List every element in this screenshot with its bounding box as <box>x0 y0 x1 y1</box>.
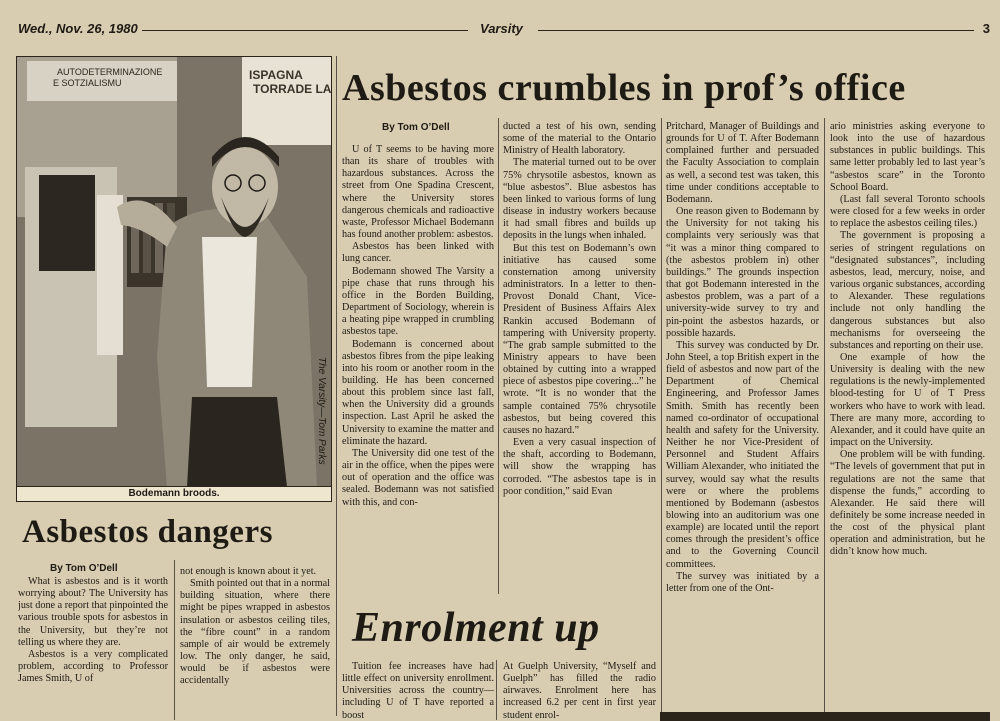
column-rule <box>174 560 175 720</box>
advertisement-edge <box>660 712 990 721</box>
column-rule <box>824 118 825 718</box>
story1-column-2: ducted a test of his own, sending some of the material to the Ontario Ministry of Health laboratory. The material turned out to be over 75% chrysotile asbestos, known as “blue asbestos”. Blue asbestos has been linked to various forms of lung disease in industry workers because it had small fibres and builds up deposits in the lungs when inhaled. But this test on Bodemann’s own initiative has caused some consternation among university administrators. In a letter to then-Provost Donald Chant, Vice-President of Business Affairs Alex Rankin accused Bodemann of tampering with University property. “The grab sample submitted to the Ministry appears to have been obtained by cutting into a wrapped piece of asbestos pipe covering...” he wrote. “It is no wonder that the sample contained 75% chrysotile asbestos, but being covered this causes no hazard.” Even a very casual inspection of the shaft, according to Bodemann, will show the wrapping has corroded. “The asbestos tape is in poor condition,” said Evan <box>503 121 656 497</box>
story2-byline: By Tom O’Dell <box>50 563 118 574</box>
issue-date: Wed., Nov. 26, 1980 <box>18 21 138 36</box>
story2-column-1: What is asbestos and is it worth worrying about? The University has just done a report that pinpointed the various trouble spots for asbestos in the University, but they’re not telling us where they are. Asbestos is a very complicated problem, according to Professor James Smith, U of <box>18 576 168 685</box>
story1-column-1: U of T seems to be having more than its share of troubles with hazardous substances. Across the street from One Spadina Crescent, where the University stores dangerous chemicals and radioactive waste, Professor Michael Bodemann has found another problem: asbestos. Asbestos has been linked with lung cancer. Bodemann showed The Varsity a pipe chase that runs through his office in the Borden Building, Department of Sociology, wherein is a heating pipe wrapped in crumbling asbestos tape. Bodemann is concerned about asbestos fibres from the pipe leaking into his room or another room in the building. He has been concerned about this problem since last fall, when the University did a grounds inspection. Last April he asked the University to examine the matter and eliminate the hazard. The University did one test of the air in the office, when the pipes were out of operation and the office was sealed. Bodemann was not satisfied with this, and con- <box>342 144 494 508</box>
story3-column-2: At Guelph University, “Myself and Guelph” has filled the radio airwaves. Enrolment here has increased 6.2 per cent in first year student enrol- <box>503 661 656 721</box>
man-face <box>212 147 278 227</box>
man-shirt <box>202 237 257 387</box>
sidebar-headline: Asbestos dangers <box>22 514 273 550</box>
man-trousers <box>187 397 287 487</box>
story1-byline: By Tom O’Dell <box>382 122 450 133</box>
photo-caption: Bodemann broods. <box>17 486 331 501</box>
story2-column-2: not enough is known about it yet. Smith pointed out that in a normal building situation, where there might be pipes wrapped in asbestos insulation or asbestos ceiling tiles, the “fibre count” in a random sample of air would be extremely low. The only danger, he said, would be if asbestos were accidentally <box>180 566 330 687</box>
photo-credit: The Varsity—Tom Parks <box>316 357 327 465</box>
column-rule <box>661 118 662 718</box>
column-rule <box>498 118 499 594</box>
masthead-rule-right <box>538 30 974 31</box>
story3-column-1: Tuition fee increases have had little effect on university enrollment. Universities across the country—including U of T have reported a boost <box>342 661 494 721</box>
main-headline: Asbestos crumbles in prof’s office <box>342 67 906 109</box>
masthead-rule-left <box>142 30 468 31</box>
newspaper-name: Varsity <box>480 21 523 36</box>
poster-right-text: ISPAGNA TORRADE LA <box>249 68 331 96</box>
story1-column-4: ario ministries asking everyone to look into the use of hazardous substances in public buildings. This same letter probably led to last year’s “asbestos scare” in the Toronto School Board. (Last fall several Toronto schools were closed for a few weeks in order to replace the asbestos ceiling tiles.) The government is proposing a series of stringent regulations on “designated substances”, including asbestos, lead, mercury, noise, and various organic substances, according to Alexander. These regulations include not only handling the dangerous substances but also mechanisms for overseeing the substances and reporting on their use. One example of how the University is dealing with the new regulations is the newly-implemented blood-testing for U of T Press workers who have to work with lead. There are many more, according to Alexander, and it could have quite an impact on the University. One problem will be with funding. “The levels of government that put in regulations are not the same that dispense the funds,” according to Alexander. He said there will definitely be some increase needed in the cost of the physical plant operation and administration, but he didn’t know how much. <box>830 121 985 558</box>
enrolment-headline: Enrolment up <box>352 605 600 651</box>
photo-image <box>17 57 331 487</box>
story1-column-3: Pritchard, Manager of Buildings and grounds for U of T. After Bodemann complained further and persuaded the Faculty Association to complain as well, a second test was taken, this time under conditions acceptable to Bodemann. One reason given to Bodemann by the University for not taking his complaints very seriously was that “it was a minor thing compared to (the asbestos problem in) other buildings.” The grounds inspection that got Bodemann interested in the asbestos problem, was a part of a university-wide survey to try and pin-point the asbestos hazards, or possible hazards. This survey was conducted by Dr. John Steel, a top British expert in the field of asbestos and now part of the Department of Chemical Engineering, and Professor James Smith. Smith has recently been named co-ordinator of occupational health and safety for the University. Neither he nor Vice-President of Personnel and Student Affairs William Alexander, who initiated the survey, would say what the results were or where the problems mentioned by Bodemann (asbestos blowing into an auditorium was one example) are located until the report comes through the president’s office and to the Governing Council committees. The survey was initiated by a letter from one of the Ont- <box>666 121 819 594</box>
masthead <box>18 20 990 40</box>
page-number: 3 <box>982 21 990 36</box>
news-photo <box>16 56 332 502</box>
poster-left-text: AUTODETERMINAZIONE E SOTZIALISMU <box>53 67 163 88</box>
cabinet-opening <box>39 175 95 271</box>
column-rule <box>496 660 497 720</box>
column-rule <box>336 56 337 716</box>
